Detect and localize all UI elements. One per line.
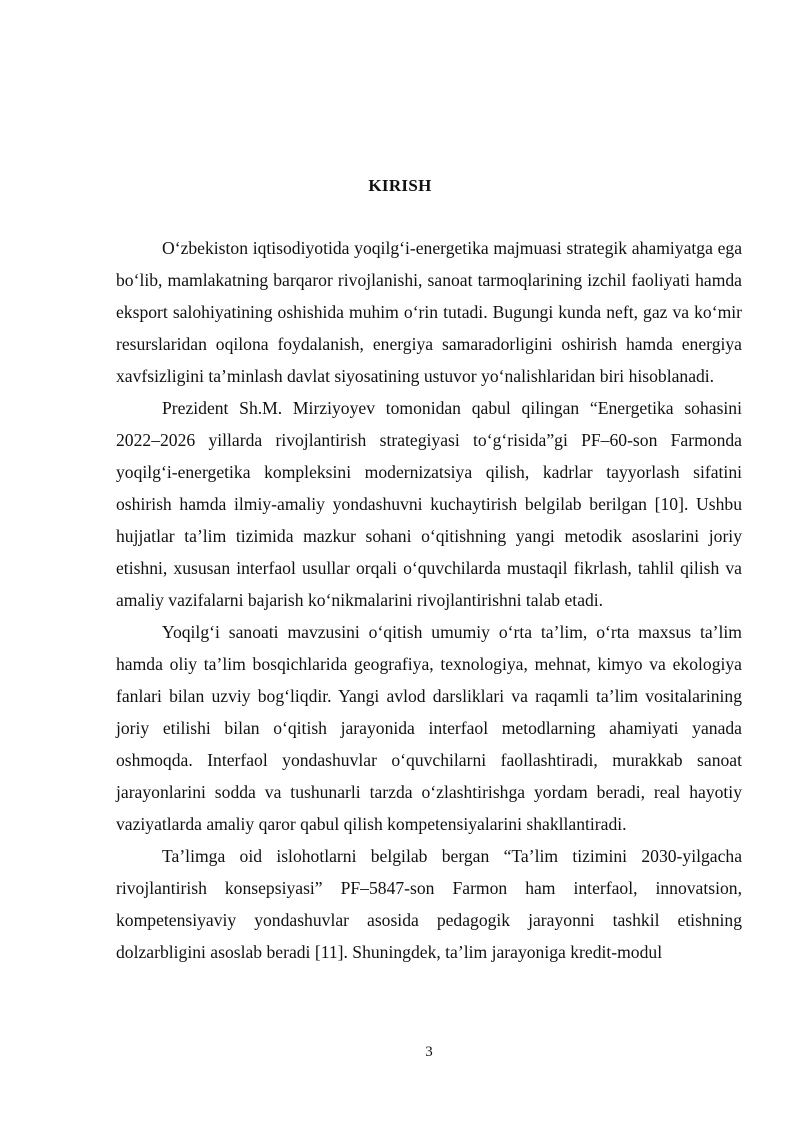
document-body xyxy=(116,232,742,968)
page-number: 3 xyxy=(425,1044,433,1060)
paragraph: Prezident Sh.M. Mirziyoyev tomonidan qabul qilingan “Energetika sohasini 2022–2026 yillarda rivojlantirish strategiyasi to‘g‘risida”gi PF–60-son Farmonda yoqilg‘i-energetika kompleksini modernizatsiya qilish, kadrlar tayyorlash sifatini oshirish hamda ilmiy-amaliy yondashuvni kuchaytirish belgilab berilgan [10]. Ushbu hujjatlar ta’lim tizimida mazkur sohani o‘qitishning yangi metodik asoslarini joriy etishni, xususan interfaol usullar orqali o‘quvchilarda mustaqil fikrlash, tahlil qilish va amaliy vazifalarni bajarish ko‘nikmalarini rivojlantirishni talab etadi. xyxy=(116,398,742,610)
page-title: KIRISH xyxy=(368,176,432,195)
paragraph: Ta’limga oid islohotlarni belgilab bergan “Ta’lim tizimini 2030-yilgacha rivojlantirish konsepsiyasi” PF–5847-son Farmon ham interfaol, innovatsion, kompetensiyaviy yondashuvlar asosida pedagogik jarayonni tashkil etishning dolzarbligini asoslab beradi [11]. Shuningdek, ta’lim jarayoniga kredit-modul xyxy=(116,846,742,962)
paragraph: Yoqilg‘i sanoati mavzusini o‘qitish umumiy o‘rta ta’lim, o‘rta maxsus ta’lim hamda oliy ta’lim bosqichlarida geografiya, texnologiya, mehnat, kimyo va ekologiya fanlari bilan uzviy bog‘liqdir. Yangi avlod darsliklari va raqamli ta’lim vositalarining joriy etilishi bilan o‘qitish jarayonida interfaol metodlarning ahamiyati yanada oshmoqda. Interfaol yondashuvlar o‘quvchilarni faollashtiradi, murakkab sanoat jarayonlarini sodda va tushunarli tarzda o‘zlashtirishga yordam beradi, real hayotiy vaziyatlarda amaliy qaror qabul qilish kompetensiyalarini shakllantiradi. xyxy=(116,622,742,834)
paragraph: O‘zbekiston iqtisodiyotida yoqilg‘i-energetika majmuasi strategik ahamiyatga ega bo‘lib, mamlakatning barqaror rivojlanishi, sanoat tarmoqlarining izchil faoliyati hamda eksport salohiyatining oshishida muhim o‘rin tutadi. Bugungi kunda neft, gaz va ko‘mir resurslaridan oqilona foydalanish, energiya samaradorligini oshirish hamda energiya xavfsizligini ta’minlash davlat siyosatining ustuvor yo‘nalishlaridan biri hisoblanadi. xyxy=(116,238,742,386)
